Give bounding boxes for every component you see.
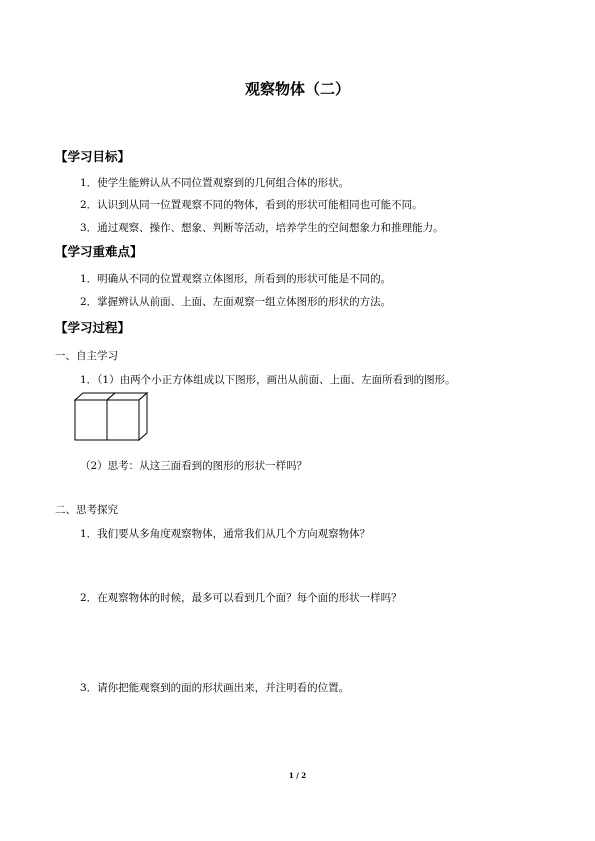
cube-2-front <box>107 400 139 440</box>
self-study-question-1: 1．（1）由两个小正方体组成以下图形，画出从前面、上面、左面所看到的图形。 <box>80 374 456 386</box>
explore-question-3: 3．请你把能观察到的面的形状画出来，并注明看的位置。 <box>80 682 350 694</box>
explore-question-1: 1．我们要从多角度观察物体，通常我们从几个方向观察物体？ <box>80 528 371 540</box>
goal-item-1: 1．使学生能辨认从不同位置观察到的几何组合体的形状。 <box>80 177 350 189</box>
part-title-self-study: 一、自主学习 <box>55 350 118 362</box>
section-heading-process: 【学习过程】 <box>55 320 131 335</box>
goal-item-2: 2．认识到从同一位置观察不同的物体，看到的形状可能相同也可能不同。 <box>80 199 423 211</box>
key-point-item-1: 1．明确从不同的位置观察立体图形，所看到的形状可能是不同的。 <box>80 273 392 285</box>
key-point-item-2: 2．掌握辨认从前面、上面、左面观察一组立体图形的形状的方法。 <box>80 296 392 308</box>
part-title-explore: 二、思考探究 <box>55 504 118 516</box>
page-title: 观察物体（二） <box>244 80 350 98</box>
section-heading-key-points: 【学习重难点】 <box>55 244 143 259</box>
cube-2-side <box>139 393 147 440</box>
goal-item-3: 3．通过观察、操作、想象、判断等活动，培养学生的空间想象力和推理能力。 <box>80 222 444 234</box>
page-number: 1 / 2 <box>288 771 307 780</box>
cube-1-front <box>75 400 107 440</box>
section-heading-goals: 【学习目标】 <box>55 149 131 164</box>
self-study-question-2: （2）思考：从这三面看到的图形的形状一样吗？ <box>80 460 308 472</box>
two-cubes-figure <box>73 392 153 442</box>
explore-question-2: 2．在观察物体的时候，最多可以看到几个面？每个面的形状一样吗？ <box>80 592 402 604</box>
